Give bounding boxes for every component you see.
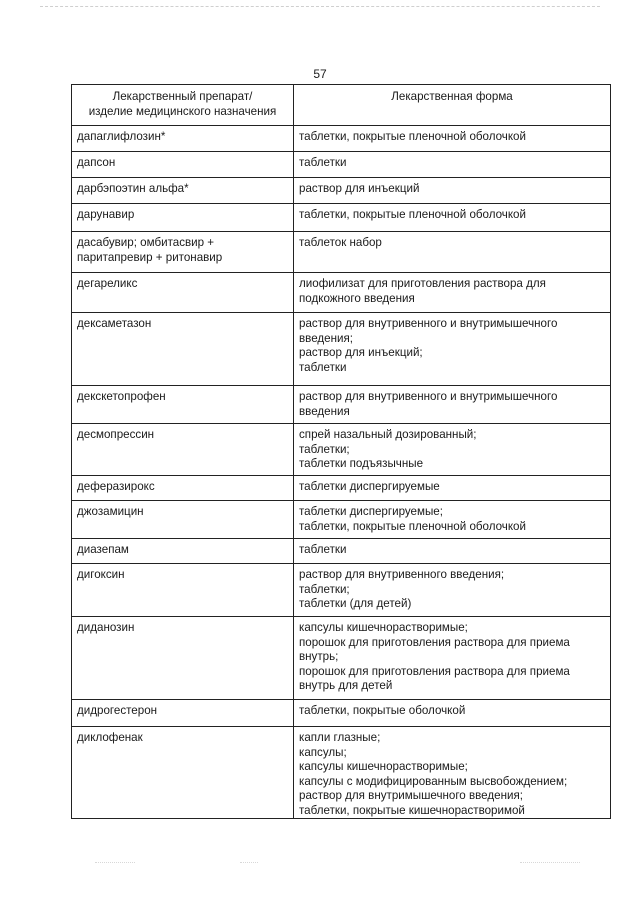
- scan-artifact-mark: [520, 862, 580, 863]
- drug-name-cell: [72, 476, 294, 501]
- header-form: [294, 85, 611, 126]
- scan-artifact-line: [40, 6, 600, 7]
- header-drug-line: изделие медицинского назначения: [88, 104, 277, 118]
- table-row: [72, 178, 611, 204]
- drug-form-cell: [294, 539, 611, 564]
- drug-form-cell: [294, 700, 611, 727]
- header-drug: [72, 85, 294, 126]
- drug-name-line: дидрогестерон: [77, 704, 158, 717]
- drug-name-cell: [72, 539, 294, 564]
- header-drug-line: Лекарственный препарат/: [112, 90, 253, 103]
- drug-form-line: таблетки, покрытые кишечнорастворимой: [299, 803, 525, 817]
- drug-form-line: порошок для приготовления раствора для приема: [299, 664, 570, 678]
- table-row: [72, 424, 611, 476]
- drug-form-cell: [294, 178, 611, 204]
- drug-form-line: таблетки: [299, 156, 347, 169]
- drug-form-line: внутрь для детей: [299, 679, 393, 692]
- table-row: [72, 204, 611, 232]
- drug-name-cell: [72, 232, 294, 273]
- drug-name-line: деферазирокс: [77, 480, 155, 493]
- table-row: [72, 152, 611, 178]
- drug-form-line: спрей назальный дозированный;: [299, 428, 477, 441]
- drug-form-line: раствор для внутривенного введения;: [299, 568, 505, 581]
- drug-form-line: капсулы;: [299, 745, 347, 759]
- drug-form-line: таблетки;: [299, 442, 350, 456]
- drug-name-cell: [72, 313, 294, 386]
- drug-name-line: десмопрессин: [77, 428, 155, 441]
- drug-name-line: диклофенак: [77, 731, 143, 744]
- drug-form-line: капли глазные;: [299, 731, 381, 744]
- drug-name-line: дапаглифлозин*: [77, 130, 166, 143]
- drug-form-cell: [294, 386, 611, 424]
- drug-name-line: паритапревир + ритонавир: [77, 250, 223, 264]
- drug-form-cell: [294, 126, 611, 152]
- drug-name-cell: [72, 727, 294, 819]
- drug-form-line: раствор для внутривенного и внутримышечного: [299, 317, 558, 330]
- drug-form-line: введения;: [299, 331, 353, 345]
- drug-form-line: подкожного введения: [299, 291, 415, 305]
- drug-form-cell: [294, 727, 611, 819]
- drug-form-line: таблетки диспергируемые;: [299, 505, 443, 518]
- drug-name-line: дигоксин: [77, 568, 125, 581]
- drug-name-cell: [72, 178, 294, 204]
- drug-name-cell: [72, 204, 294, 232]
- drug-form-line: капсулы с модифицированным высвобождением;: [299, 774, 568, 788]
- drug-form-line: раствор для инъекций;: [299, 346, 423, 359]
- drug-form-line: раствор для внутривенного и внутримышечного: [299, 390, 558, 403]
- drug-name-line: дегареликс: [77, 277, 138, 290]
- drug-form-cell: [294, 313, 611, 386]
- drug-form-line: таблетки диспергируемые: [299, 480, 440, 493]
- table-row: [72, 727, 611, 819]
- drug-name-cell: [72, 564, 294, 617]
- drug-name-cell: [72, 424, 294, 476]
- drug-form-cell: [294, 476, 611, 501]
- drug-name-line: диданозин: [77, 621, 135, 634]
- table-row: [72, 313, 611, 386]
- drug-name-cell: [72, 700, 294, 727]
- drug-form-line: таблетки, покрытые пленочной оболочкой: [299, 208, 526, 221]
- drug-name-cell: [72, 386, 294, 424]
- drug-name-cell: [72, 126, 294, 152]
- drug-name-line: декскетопрофен: [77, 390, 166, 403]
- drug-name-cell: [72, 273, 294, 313]
- drug-table: [71, 84, 611, 819]
- drug-form-line: капсулы кишечнорастворимые;: [299, 760, 468, 773]
- drug-form-line: таблеток набор: [299, 236, 382, 249]
- drug-form-line: таблетки (для детей): [299, 597, 412, 610]
- drug-form-line: таблетки, покрытые оболочкой: [299, 704, 466, 717]
- drug-form-cell: [294, 617, 611, 700]
- header-form-line: Лекарственная форма: [391, 90, 513, 103]
- drug-form-cell: [294, 204, 611, 232]
- table-row: [72, 126, 611, 152]
- drug-name-line: дарунавир: [77, 208, 135, 221]
- scan-artifact-mark: [240, 862, 258, 863]
- table-row: [72, 617, 611, 700]
- drug-name-cell: [72, 501, 294, 539]
- drug-name-line: дексаметазон: [77, 317, 152, 330]
- drug-form-line: внутрь;: [299, 650, 339, 663]
- drug-form-line: таблетки подъязычные: [299, 457, 424, 470]
- drug-form-line: таблетки;: [299, 582, 350, 596]
- table-row: [72, 501, 611, 539]
- table-row: [72, 386, 611, 424]
- drug-form-cell: [294, 273, 611, 313]
- table-row: [72, 273, 611, 313]
- drug-form-cell: [294, 564, 611, 617]
- scan-artifact-mark: [95, 862, 135, 863]
- drug-form-line: таблетки, покрытые пленочной оболочкой: [299, 519, 526, 533]
- drug-form-cell: [294, 501, 611, 539]
- drug-form-cell: [294, 424, 611, 476]
- drug-form-line: таблетки: [299, 543, 347, 556]
- table-row: [72, 232, 611, 273]
- drug-form-line: порошок для приготовления раствора для приема: [299, 635, 570, 649]
- drug-form-cell: [294, 152, 611, 178]
- page-number: 57: [313, 67, 327, 81]
- table-row: [72, 564, 611, 617]
- drug-form-line: лиофилизат для приготовления раствора для: [299, 277, 546, 290]
- drug-name-line: джозамицин: [77, 505, 144, 518]
- drug-form-line: раствор для внутримышечного введения;: [299, 789, 523, 802]
- drug-name-line: дарбэпоэтин альфа*: [77, 182, 189, 195]
- table-row: [72, 539, 611, 564]
- drug-form-line: таблетки, покрытые пленочной оболочкой: [299, 130, 526, 143]
- drug-name-line: дасабувир; омбитасвир +: [77, 236, 215, 249]
- drug-form-line: капсулы кишечнорастворимые;: [299, 621, 468, 634]
- table-row: [72, 700, 611, 727]
- drug-name-cell: [72, 152, 294, 178]
- table-row: [72, 476, 611, 501]
- table-header-row: [72, 85, 611, 126]
- drug-form-line: таблетки: [299, 360, 347, 374]
- drug-name-line: диазепам: [77, 543, 129, 556]
- drug-form-cell: [294, 232, 611, 273]
- drug-name-cell: [72, 617, 294, 700]
- drug-form-line: раствор для инъекций: [299, 182, 420, 195]
- drug-form-line: введения: [299, 404, 350, 418]
- drug-name-line: дапсон: [77, 156, 116, 169]
